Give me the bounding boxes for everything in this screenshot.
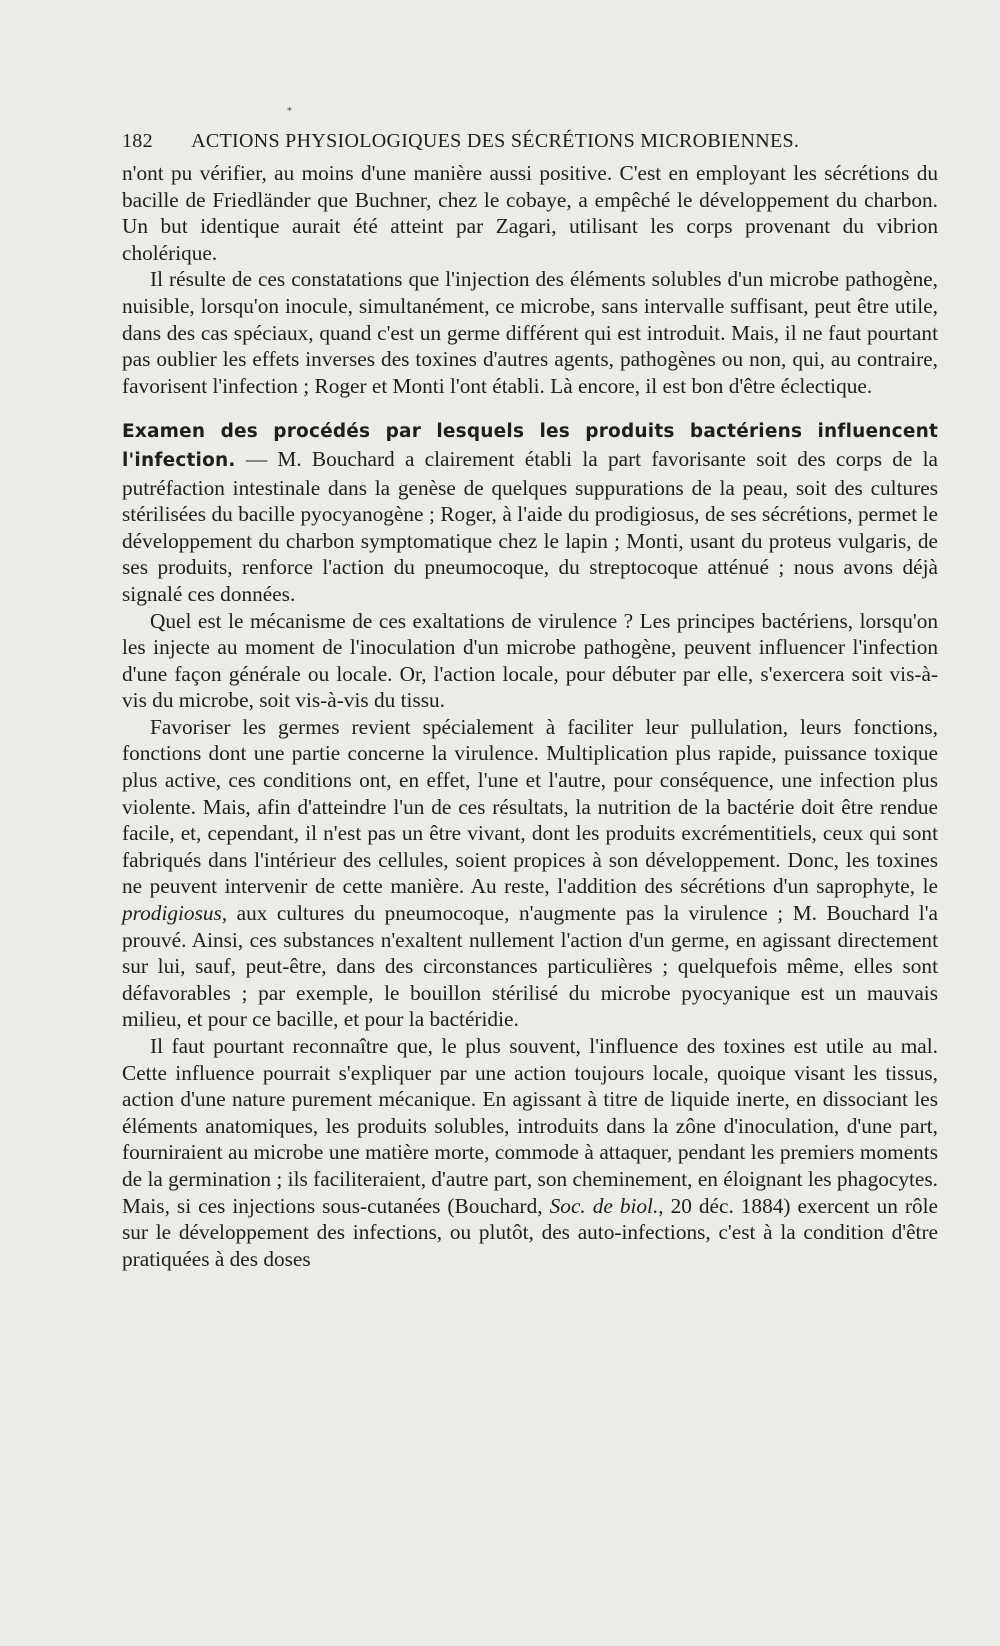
paragraph-2: Il résulte de ces constatations que l'injection des éléments solubles d'un microbe pathogène, nuisible, lorsqu'on inocule, simultanément, ce microbe, sans intervalle suffisant, peut être utile, dans des cas spéciaux, quand c'est un germe différent qui est introduit. Mais, il ne faut pourtant pas oublier les effets inverses des toxines d'autres agents, pathogènes ou non, qui, au contraire, favorisent l'infection ; Roger et Monti l'ont établi. Là encore, il est bon d'être éclectique. bbox=[122, 267, 938, 398]
paragraph-5-italic: prodigiosus bbox=[122, 901, 222, 926]
paragraph-6-part-b: , 20 déc. 1884) exercent un rôle sur le développement des infections, ou plutôt, des auto-infections, c'est à la condition d'être pratiquées à des doses bbox=[122, 1193, 939, 1271]
paragraph-6 bbox=[122, 1033, 938, 1272]
paragraph-5-part-a: Favoriser les germes revient spécialement à faciliter leur pullulation, leurs fonctions, fonctions dont une partie concerne la virulence. Multiplication plus rapide, puissance toxique plus active, ces conditions ont, en effet, l'une et l'autre, pour conséquence, une infection plus violente. Mais, afin d'atteindre l'un de ces résultats, la nutrition de la bactérie doit être rendue facile, et, cependant, il n'est pas un être vivant, dont les produits excrémentitiels, ceux qui sont fabriqués dans l'intérieur des cellules, soient propices à son développement. Donc, les toxines ne peuvent intervenir de cette manière. Au reste, l'addition des sécrétions d'un saprophyte, le bbox=[122, 714, 938, 899]
page-body bbox=[122, 160, 938, 1272]
paragraph-6-italic: Soc. de biol. bbox=[549, 1193, 659, 1218]
running-title: ACTIONS PHYSIOLOGIQUES DES SÉCRÉTIONS MICROBIENNES. bbox=[191, 130, 800, 152]
running-header bbox=[122, 130, 940, 153]
section-title: Examen des procédés par lesquels les produits bactériens influencent l'infection. bbox=[122, 421, 938, 471]
section-paragraph bbox=[122, 417, 938, 607]
paragraph-6-part-a: Il faut pourtant reconnaître que, le plus souvent, l'influence des toxines est utile au mal. Cette influence pourrait s'expliquer par une action toujours locale, quoique visant les tissus, action d'une nature purement mécanique. En agissant à titre de liquide inerte, en dissociant les éléments anatomiques, les produits solubles, introduits dans la zône d'inoculation, d'une part, fourniraient au microbe une matière morte, commode à attaquer, pendant les premiers moments de la germination ; ils faciliteraient, d'autre part, son cheminement, en éloignant les phagocytes. Mais, si ces injections sous-cutanées (Bouchard, bbox=[122, 1034, 938, 1218]
paragraph-4: Quel est le mécanisme de ces exaltations de virulence ? Les principes bactériens, lorsqu'on les injecte au moment de l'inoculation d'un microbe pathogène, peuvent influencer l'infection d'une façon générale ou locale. Or, l'action locale, pour débuter par elle, s'exercera soit vis-à-vis du microbe, soit vis-à-vis du tissu. bbox=[122, 608, 938, 713]
paragraph-5 bbox=[122, 714, 938, 1033]
section-text: — M. Bouchard a clairement établi la part favorisante soit des corps de la putréfaction intestinale dans la genèse de quelques suppurations de la peau, soit des cultures stérilisées du bacille pyocyanogène ; Roger, à l'aide du prodigiosus, de ses sécrétions, permet le développement du charbon symptomatique chez le lapin ; Monti, usant du proteus vulgaris, de ses produits, renforce l'action du pneumocoque, du streptocoque atténué ; nous avons déjà signalé ces données. bbox=[122, 446, 938, 606]
paragraph-1: n'ont pu vérifier, au moins d'une manière aussi positive. C'est en employant les sécrétions du bacille de Friedländer que Buchner, chez le cobaye, a empêché le développement du charbon. Un but identique aurait été atteint par Zagari, utilisant les corps provenant du vibrion cholérique. bbox=[122, 161, 938, 265]
page-number: 182 bbox=[122, 130, 153, 152]
printer-mark: * bbox=[287, 106, 292, 117]
paragraph-5-part-b: , aux cultures du pneumocoque, n'augmente pas la virulence ; M. Bouchard l'a prouvé. Ainsi, ces substances n'exaltent nullement l'action d'un germe, en agissant directement sur lui, sauf, peut-être, dans des circonstances particulières ; quelquefois même, elles sont défavorables ; par exemple, le bouillon stérilisé du microbe pyocyanique est un mauvais milieu, et pour ce bacille, et pour la bactéridie. bbox=[122, 901, 938, 1032]
